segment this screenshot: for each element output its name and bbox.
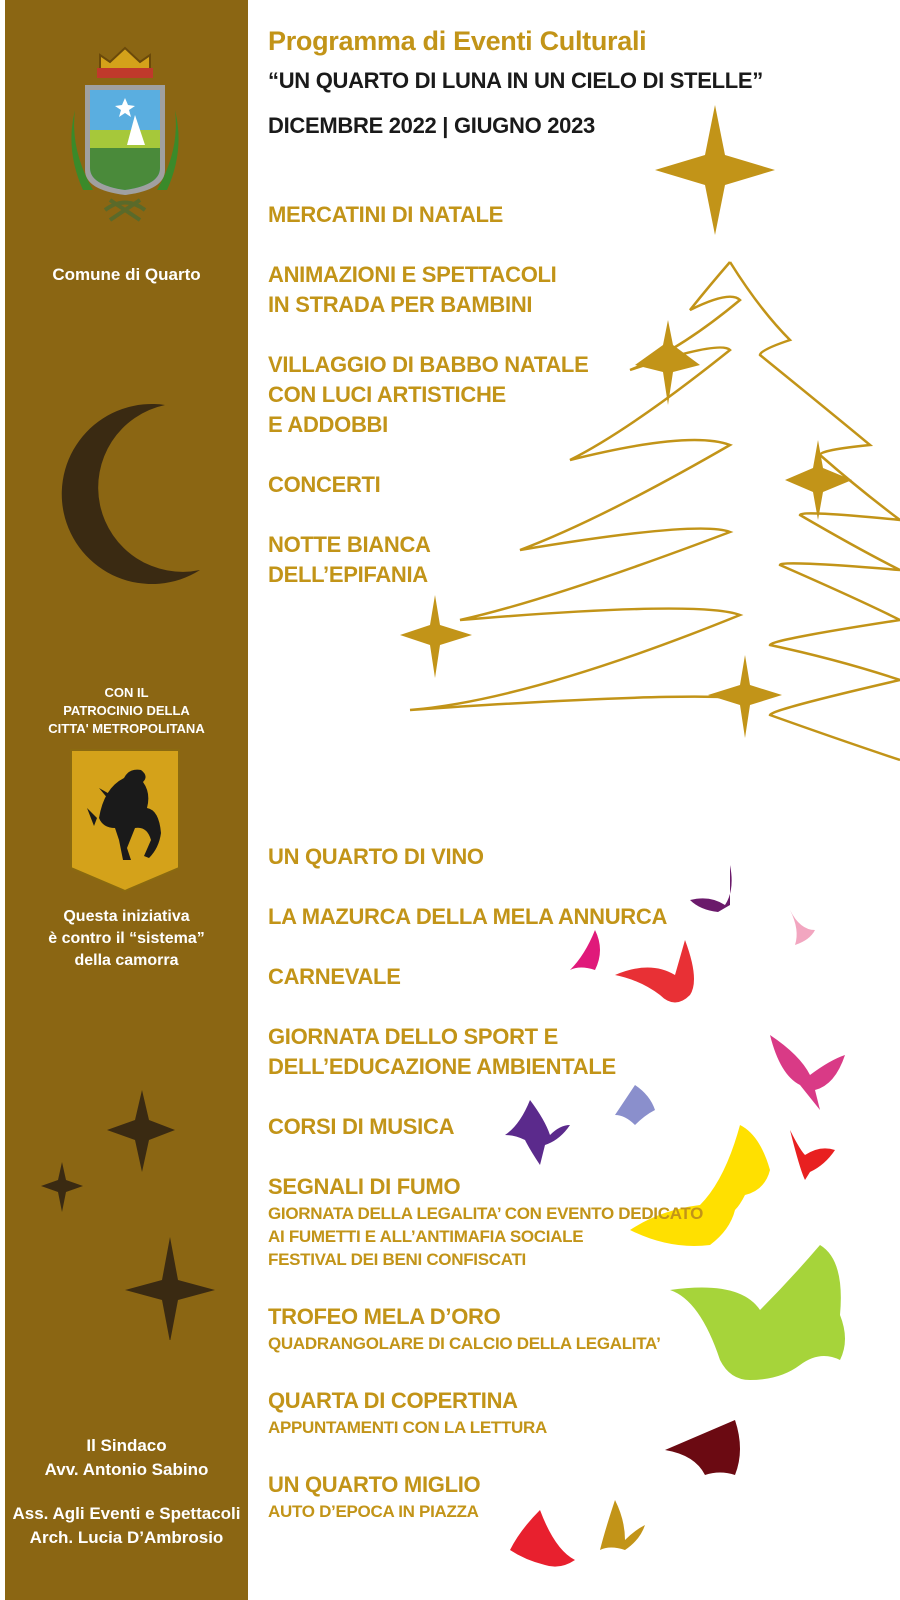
event-item: UN QUARTO DI VINO bbox=[268, 844, 484, 869]
event-item: CONCERTI bbox=[268, 472, 381, 497]
horse-shield-icon bbox=[69, 748, 181, 893]
patrocinio-text: CON IL PATROCINIO DELLA CITTA' METROPOLITANA bbox=[48, 685, 205, 736]
event-item: GIORNATA DELLO SPORT E DELL’EDUCAZIONE AMBIENTALE bbox=[268, 1024, 616, 1079]
event-item: CORSI DI MUSICA bbox=[268, 1114, 455, 1139]
comune-label: Comune di Quarto bbox=[52, 265, 201, 284]
event-item: SEGNALI DI FUMO GIORNATA DELLA LEGALITA’ CON EVENTO DEDICATO AI FUMETTI E ALL’ANTIMAFIA SOCIALE FESTIVAL DEI BENI CONFISCATI bbox=[268, 1174, 704, 1269]
sidebar bbox=[5, 0, 248, 1600]
event-item: ANIMAZIONI E SPETTACOLI IN STRADA PER BAMBINI bbox=[268, 262, 557, 317]
event-item: MERCATINI DI NATALE bbox=[268, 202, 504, 227]
event-item: QUARTA DI COPERTINA APPUNTAMENTI CON LA LETTURA bbox=[268, 1388, 547, 1437]
date-range: DICEMBRE 2022 | GIUGNO 2023 bbox=[268, 113, 595, 138]
moon-icon bbox=[45, 400, 215, 590]
event-item: LA MAZURCA DELLA MELA ANNURCA bbox=[268, 904, 668, 929]
page-title: Programma di Eventi Culturali bbox=[268, 26, 647, 56]
event-item: NOTTE BIANCA DELL’EPIFANIA bbox=[268, 532, 431, 587]
main-content bbox=[268, 0, 900, 1600]
page-subtitle: “UN QUARTO DI LUNA IN UN CIELO DI STELLE” bbox=[268, 68, 763, 93]
iniziativa-text: Questa iniziativa è contro il “sistema” della camorra bbox=[48, 908, 205, 969]
event-item: UN QUARTO MIGLIO AUTO D’EPOCA IN PIAZZA bbox=[268, 1472, 481, 1521]
event-item: VILLAGGIO DI BABBO NATALE CON LUCI ARTISTICHE E ADDOBBI bbox=[268, 352, 589, 437]
event-item: TROFEO MELA D’ORO QUADRANGOLARE DI CALCIO DELLA LEGALITA’ bbox=[268, 1304, 661, 1353]
sindaco-text: Il Sindaco Avv. Antonio Sabino bbox=[44, 1436, 209, 1479]
event-item: CARNEVALE bbox=[268, 964, 401, 989]
assessore-text: Ass. Agli Eventi e Spettacoli Arch. Lucia D’Ambrosio bbox=[12, 1504, 241, 1547]
dark-stars-icon bbox=[25, 1080, 235, 1340]
coat-of-arms-icon bbox=[45, 40, 205, 240]
